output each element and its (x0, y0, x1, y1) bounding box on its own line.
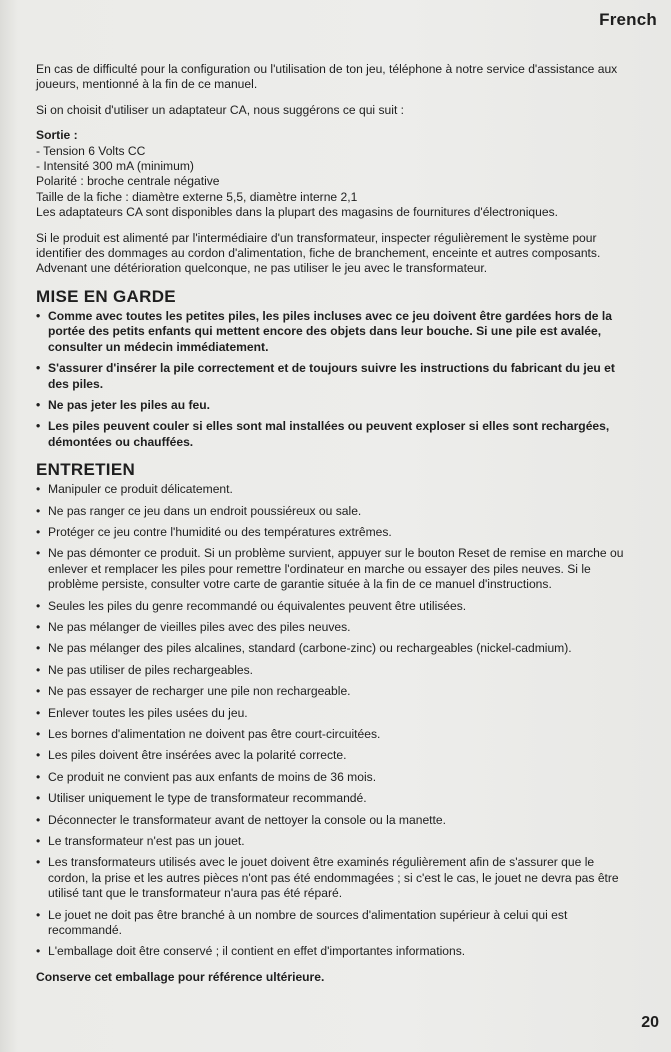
transformer-note: Si le produit est alimenté par l'intermédiaire d'un transformateur, inspecter régulièrement le système pour identifier des dommages au cordon d'alimentation, fiche de branchement, enceinte et autres composants. Advenant une détérioration quelconque, ne pas utiliser le jeu avec le transformateur. (36, 230, 601, 276)
list-item: • Les piles peuvent couler si elles sont mal installées ou peuvent exploser si elles sont rechargées, démontées ou chauffées. (36, 419, 626, 450)
list-item: • Ne pas essayer de recharger une pile non rechargeable. (36, 684, 626, 699)
language-header: French (599, 10, 657, 29)
list-item: • Enlever toutes les piles usées du jeu. (36, 706, 626, 721)
list-item: • Ne pas démonter ce produit. Si un problème survient, appuyer sur le bouton Reset de remise en marche ou enlever et remplacer les piles pour remettre l'ordinateur en marche ou essayer des piles neuves. Si le problème persiste, consulter votre carte de garantie située à la fin de ce manuel d'instructions. (36, 546, 626, 592)
output-spec-line: - Intensité 300 mA (minimum) (36, 159, 194, 174)
list-item: • Ne pas ranger ce jeu dans un endroit poussiéreux ou sale. (36, 504, 626, 519)
list-item: • Ne pas utiliser de piles rechargeables. (36, 663, 626, 678)
maintenance-heading: ENTRETIEN (36, 460, 136, 480)
output-spec-line: - Tension 6 Volts CC (36, 143, 146, 158)
list-item: • S'assurer d'insérer la pile correctement et de toujours suivre les instructions du fabricant du jeu et des piles. (36, 361, 626, 392)
list-item: • Ne pas mélanger des piles alcalines, standard (carbone-zinc) ou rechargeables (nickel-cadmium). (36, 641, 626, 656)
list-item: • Comme avec toutes les petites piles, les piles incluses avec ce jeu doivent être gardées hors de la portée des petits enfants qui mettent encore des objets dans leur bouche. Si une pile est avalée, consulter un médecin immédiatement. (36, 309, 626, 355)
warning-heading: MISE EN GARDE (36, 286, 176, 306)
warning-list (36, 309, 626, 450)
output-spec-label: Sortie : (36, 128, 78, 143)
list-item: • Ce produit ne convient pas aux enfants de moins de 36 mois. (36, 770, 626, 785)
closing-note: Conserve cet emballage pour référence ultérieure. (36, 969, 325, 984)
list-item: • Manipuler ce produit délicatement. (36, 482, 626, 497)
list-item: • Seules les piles du genre recommandé ou équivalentes peuvent être utilisées. (36, 599, 626, 614)
list-item: • L'emballage doit être conservé ; il contient en effet d'importantes informations. (36, 944, 626, 959)
output-spec-line: Polarité : broche centrale négative (36, 174, 220, 189)
output-spec-line: Taille de la fiche : diamètre externe 5,5, diamètre interne 2,1 (36, 189, 358, 204)
list-item: • Déconnecter le transformateur avant de nettoyer la console ou la manette. (36, 813, 626, 828)
list-item: • Utiliser uniquement le type de transformateur recommandé. (36, 791, 626, 806)
maintenance-list (36, 482, 626, 960)
list-item: • Les bornes d'alimentation ne doivent pas être court-circuitées. (36, 727, 626, 742)
list-item: • Ne pas jeter les piles au feu. (36, 398, 626, 413)
list-item: • Le jouet ne doit pas être branché à un nombre de sources d'alimentation supérieur à celui qui est recommandé. (36, 908, 626, 939)
list-item: • Les piles doivent être insérées avec la polarité correcte. (36, 748, 626, 763)
page-number: 20 (641, 1014, 659, 1031)
list-item: • Protéger ce jeu contre l'humidité ou des températures extrêmes. (36, 525, 626, 540)
list-item: • Ne pas mélanger de vieilles piles avec des piles neuves. (36, 620, 626, 635)
output-spec (36, 128, 626, 220)
output-spec-line: Les adaptateurs CA sont disponibles dans la plupart des magasins de fournitures d'électroniques. (36, 205, 558, 220)
list-item: • Le transformateur n'est pas un jouet. (36, 834, 626, 849)
intro-paragraph: En cas de difficulté pour la configuration ou l'utilisation de ton jeu, téléphone à notre service d'assistance aux joueurs, mentionné à la fin de ce manuel. (36, 62, 618, 92)
list-item: • Les transformateurs utilisés avec le jouet doivent être examinés régulièrement afin de s'assurer que le cordon, la prise et les autres pièces n'ont pas été endommagées ; si c'est le cas, le jouet ne devra pas être utilisé tant que le transformateur n'aura pas été réparé. (36, 855, 626, 901)
page-content (36, 62, 626, 985)
adapter-suggestion: Si on choisit d'utiliser un adaptateur CA, nous suggérons ce qui suit : (36, 102, 405, 117)
